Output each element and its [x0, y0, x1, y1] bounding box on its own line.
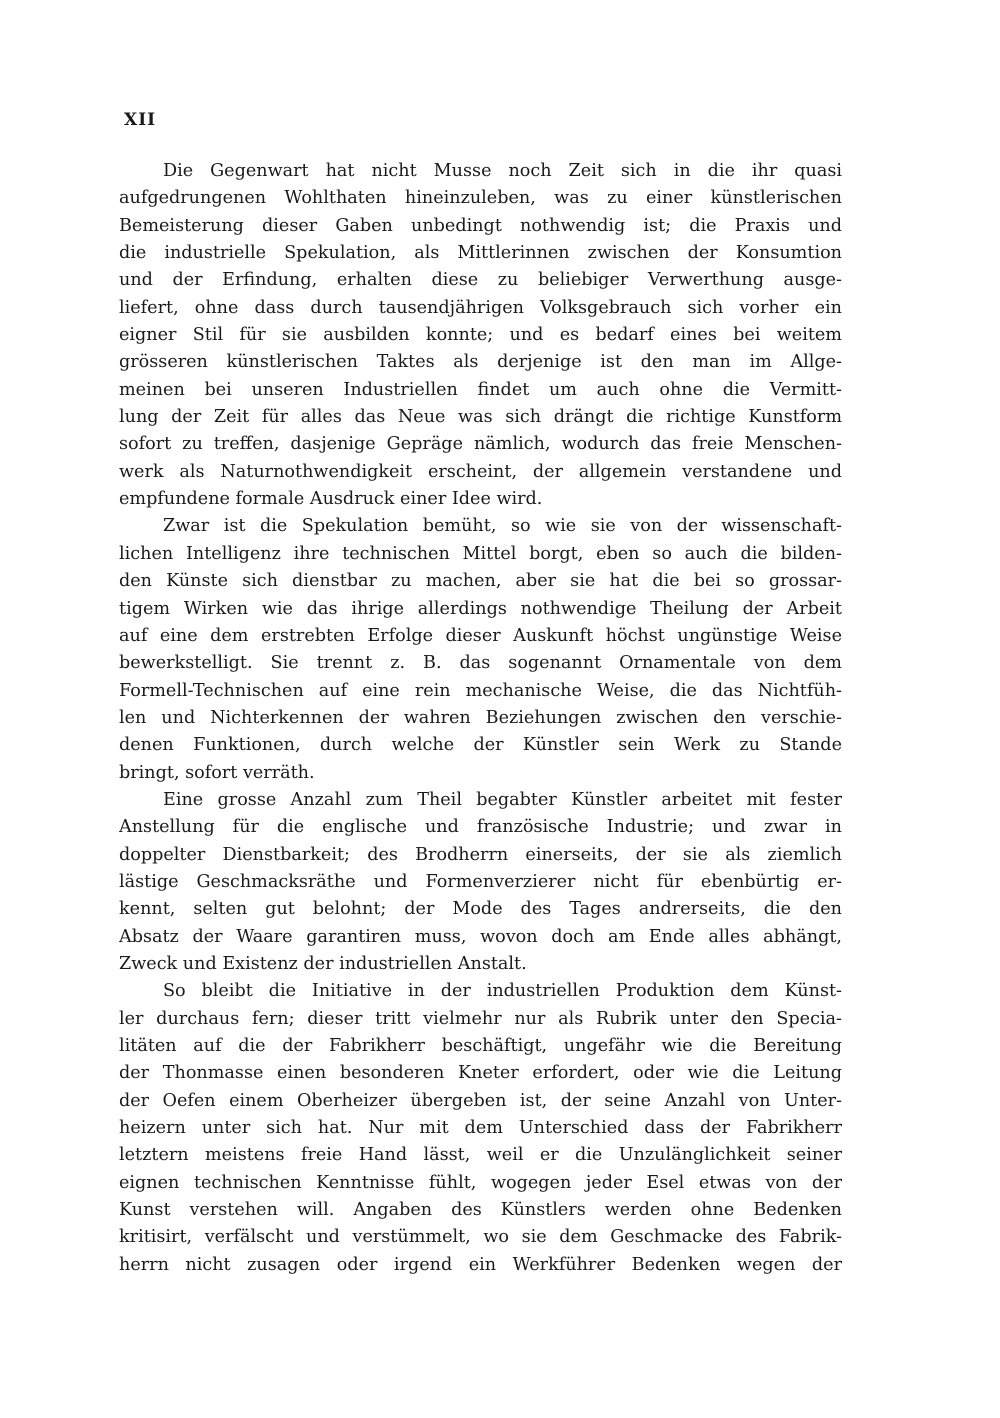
paragraph [119, 787, 842, 978]
text-line: So bleibt die Initiative in der industriellen Produktion dem Künst- [163, 981, 842, 1002]
text-line: len und Nichterkennen der wahren Beziehungen zwischen den verschie- [119, 707, 842, 728]
text-line: ler durchaus fern; dieser tritt vielmehr nur als Rubrik unter den Specia- [119, 1008, 842, 1029]
text-line: auf eine dem erstrebten Erfolge dieser Auskunft höchst ungünstige Weise [119, 625, 842, 646]
text-line: grösseren künstlerischen Taktes als derjenige ist den man im Allge- [119, 352, 842, 373]
text-line: bringt, sofort verräth. [119, 762, 315, 783]
text-line: lung der Zeit für alles das Neue was sich drängt die richtige Kunstform [119, 407, 842, 428]
text-line: die industrielle Spekulation, als Mittlerinnen zwischen der Konsumtion [119, 243, 842, 264]
text-line: kritisirt, verfälscht und verstümmelt, wo sie dem Geschmacke des Fabrik- [119, 1227, 842, 1248]
text-line: tigem Wirken wie das ihrige allerdings nothwendige Theilung der Arbeit [119, 598, 842, 619]
text-line: doppelter Dienstbarkeit; des Brodherrn einerseits, der sie als ziemlich [119, 844, 842, 865]
text-line: Zweck und Existenz der industriellen Anstalt. [119, 953, 527, 974]
text-line: liefert, ohne dass durch tausendjährigen Volksgebrauch sich vorher ein [119, 297, 842, 318]
text-line: kennt, selten gut belohnt; der Mode des Tages andrerseits, die den [119, 899, 842, 920]
text-line: lichen Intelligenz ihre technischen Mittel borgt, eben so auch die bilden- [119, 543, 842, 564]
text-line: Anstellung für die englische und französische Industrie; und zwar in [119, 817, 842, 838]
text-line: und der Erfindung, erhalten diese zu beliebiger Verwerthung ausge- [119, 270, 842, 291]
text-line: den Künste sich dienstbar zu machen, aber sie hat die bei so grossar- [119, 571, 842, 592]
text-line: werk als Naturnothwendigkeit erscheint, der allgemein verstandene und [119, 461, 842, 482]
text-line: der Thonmasse einen besonderen Kneter erfordert, oder wie die Leitung [119, 1063, 842, 1084]
text-line: denen Funktionen, durch welche der Künstler sein Werk zu Stande [119, 735, 842, 756]
text-line: Bemeisterung dieser Gaben unbedingt nothwendig ist; die Praxis und [119, 215, 842, 236]
text-line: sofort zu treffen, dasjenige Gepräge nämlich, wodurch das freie Menschen- [119, 434, 842, 455]
text-line: Kunst verstehen will. Angaben des Künstlers werden ohne Bedenken [119, 1200, 842, 1221]
paragraph [119, 158, 842, 513]
page-number: XII [124, 110, 157, 130]
text-line: aufgedrungenen Wohlthaten hineinzuleben, was zu einer künstlerischen [119, 188, 842, 209]
text-line: Absatz der Waare garantiren muss, wovon doch am Ende alles abhängt, [119, 926, 842, 947]
body-text [119, 158, 842, 1279]
paragraph [119, 513, 842, 786]
text-line: der Oefen einem Oberheizer übergeben ist, der seine Anzahl von Unter- [119, 1090, 842, 1111]
text-line: lästige Geschmacksräthe und Formenverzierer nicht für ebenbürtig er- [119, 871, 842, 892]
text-line: bewerkstelligt. Sie trennt z. B. das sogenannt Ornamentale von dem [119, 653, 842, 674]
text-line: Formell-Technischen auf eine rein mechanische Weise, die das Nichtfüh- [119, 680, 842, 701]
text-line: Die Gegenwart hat nicht Musse noch Zeit sich in die ihr quasi [163, 161, 842, 181]
text-line: Zwar ist die Spekulation bemüht, so wie sie von der wissenschaft- [163, 516, 842, 537]
text-line: Eine grosse Anzahl zum Theil begabter Künstler arbeitet mit fester [163, 789, 842, 810]
text-line: empfundene formale Ausdruck einer Idee wird. [119, 489, 543, 510]
text-line: letztern meistens freie Hand lässt, weil er die Unzulänglichkeit seiner [119, 1145, 842, 1166]
text-line: meinen bei unseren Industriellen findet um auch ohne die Vermitt- [119, 379, 842, 400]
text-line: litäten auf die der Fabrikherr beschäftigt, ungefähr wie die Bereitung [119, 1036, 842, 1056]
text-line: herrn nicht zusagen oder irgend ein Werkführer Bedenken wegen der [119, 1254, 842, 1275]
text-line: eignen technischen Kenntnisse fühlt, wogegen jeder Esel etwas von der [119, 1172, 842, 1193]
paragraph [119, 978, 842, 1279]
text-line: heizern unter sich hat. Nur mit dem Unterschied dass der Fabrikherr [119, 1118, 842, 1139]
text-line: eigner Stil für sie ausbilden konnte; und es bedarf eines bei weitem [119, 325, 842, 346]
